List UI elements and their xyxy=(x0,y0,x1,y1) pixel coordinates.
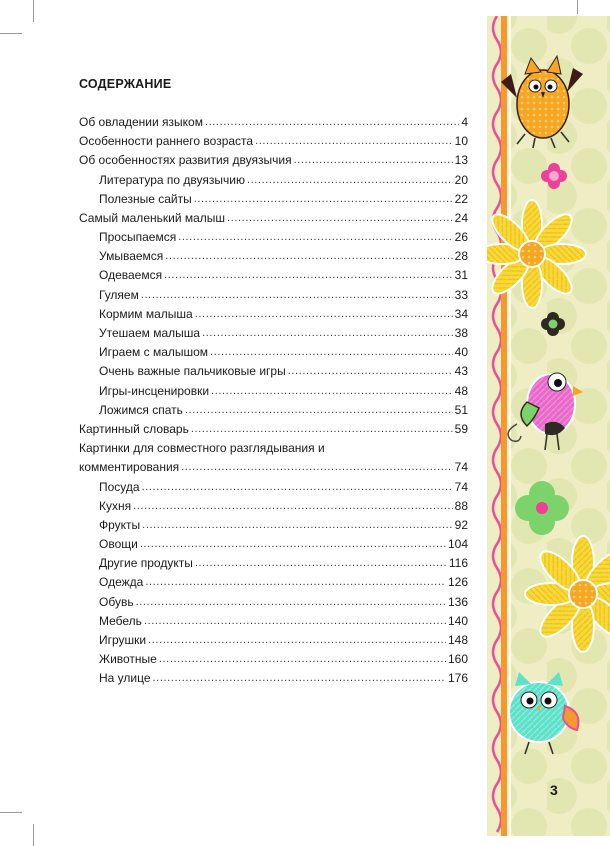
toc-entry xyxy=(79,132,468,151)
toc-leader-dots xyxy=(140,535,446,554)
toc-leader-dots xyxy=(247,171,453,190)
toc-leader-dots xyxy=(191,420,453,439)
toc-leader-dots xyxy=(178,228,452,247)
toc-entry-label: Особенности раннего возраста xyxy=(79,134,254,149)
toc-entry-label: Игры-инсценировки xyxy=(99,383,210,398)
toc-entry xyxy=(79,574,468,593)
toc-entry xyxy=(79,516,468,535)
toc-leader-dots xyxy=(227,209,453,228)
toc-entry xyxy=(79,458,468,477)
toc-leader-dots xyxy=(142,516,452,535)
toc-entry xyxy=(79,401,468,420)
toc-entry-page: 59 xyxy=(454,421,468,436)
toc-entry xyxy=(79,382,468,401)
toc-leader-dots xyxy=(153,669,446,688)
toc-entry-label: Кормим малыша xyxy=(99,306,193,321)
toc-entry-label: Обувь xyxy=(99,594,134,609)
toc-entry-label: Животные xyxy=(99,652,157,667)
toc-entry xyxy=(79,535,468,554)
toc-entry xyxy=(79,669,468,688)
toc-entry-label: Одеваемся xyxy=(99,268,163,283)
toc-entry-label: Самый маленький малыш xyxy=(79,210,226,225)
toc-leader-dots xyxy=(142,478,453,497)
toc-entry-page: 10 xyxy=(454,134,468,149)
toc-entry xyxy=(79,420,468,439)
toc-entry-page: 51 xyxy=(454,402,468,417)
toc-entry-page: 38 xyxy=(454,326,468,341)
toc-entry-label: Картинки для совместного разглядывания и xyxy=(79,441,325,456)
toc-leader-dots xyxy=(255,132,453,151)
toc-entry-label: Посуда xyxy=(99,479,140,494)
toc-entry-page: 116 xyxy=(448,556,468,571)
toc-entry xyxy=(79,362,468,381)
toc-entry xyxy=(79,631,468,650)
toc-entry-label: Об особенностях развития двуязычия xyxy=(79,153,292,168)
toc-entry-page: 74 xyxy=(454,460,468,475)
toc-leader-dots xyxy=(195,554,447,573)
toc-entry xyxy=(79,286,468,305)
toc-entry xyxy=(79,305,468,324)
page-title: СОДЕРЖАНИЕ xyxy=(79,77,172,91)
toc-entry xyxy=(79,247,468,266)
toc-entry-page: 34 xyxy=(454,306,468,321)
toc-entry xyxy=(79,650,468,669)
toc-entry-page: 31 xyxy=(454,268,468,283)
toc-leader-dots xyxy=(159,650,446,669)
toc-entry-label: Мебель xyxy=(99,613,142,628)
toc-entry-page: 104 xyxy=(447,537,468,552)
toc-entry-page: 48 xyxy=(454,383,468,398)
toc-entry xyxy=(79,228,468,247)
toc-entry xyxy=(79,497,468,516)
toc-entry-label: Фрукты xyxy=(99,517,141,532)
toc-entry-page: 40 xyxy=(454,345,468,360)
toc-entry xyxy=(79,478,468,497)
toc-entry-page: 92 xyxy=(454,517,468,532)
toc-entry-page: 88 xyxy=(454,498,468,513)
toc-entry-page: 33 xyxy=(454,287,468,302)
toc-entry-page: 13 xyxy=(454,153,468,168)
toc-entry-label: Овощи xyxy=(99,537,138,552)
toc-entry-page: 4 xyxy=(461,114,468,129)
toc-leader-dots xyxy=(133,497,453,516)
toc-entry-page: 176 xyxy=(447,671,468,686)
toc-leader-dots xyxy=(202,324,453,343)
toc-leader-dots xyxy=(148,631,446,650)
toc-leader-dots xyxy=(288,362,453,381)
flower-icon xyxy=(487,200,586,308)
toc-entry xyxy=(79,612,468,631)
crop-mark xyxy=(33,0,34,22)
toc-leader-dots xyxy=(185,401,453,420)
toc-leader-dots xyxy=(136,593,446,612)
crop-mark xyxy=(0,33,22,34)
toc-entry xyxy=(79,554,468,573)
toc-entry-label: Игрушки xyxy=(99,633,147,648)
toc-entry xyxy=(79,190,468,209)
toc-leader-dots xyxy=(164,266,453,285)
toc-leader-dots xyxy=(145,573,446,592)
toc-entry-label: Очень важные пальчиковые игры xyxy=(99,364,286,379)
toc-entry-label: комментирования xyxy=(79,460,180,475)
toc-entry-label: Просыпаемся xyxy=(99,230,177,245)
toc-entry xyxy=(79,593,468,612)
toc-entry-page: 28 xyxy=(454,249,468,264)
toc-leader-dots xyxy=(144,612,446,631)
toc-entry-label: На улице xyxy=(99,671,151,686)
toc-entry xyxy=(79,324,468,343)
toc-entry-page: 24 xyxy=(454,210,468,225)
toc-entry-page: 160 xyxy=(447,652,468,667)
toc-entry-page: 140 xyxy=(447,613,468,628)
toc-entry-label: Другие продукты xyxy=(99,556,193,571)
toc-entry-page: 74 xyxy=(454,479,468,494)
toc-entry-label: Гуляем xyxy=(99,287,139,302)
toc-entry-label: Литература по двуязычию xyxy=(99,172,245,187)
toc-leader-dots xyxy=(194,190,453,209)
toc-entry xyxy=(79,209,468,228)
toc-entry-label: Ложимся спать xyxy=(99,402,183,417)
toc-entry-label: Утешаем малыша xyxy=(99,326,201,341)
toc-leader-dots xyxy=(165,247,452,266)
toc-entry-label: Кухня xyxy=(99,498,132,513)
toc-entry xyxy=(79,171,468,190)
table-of-contents xyxy=(79,113,468,689)
toc-entry xyxy=(79,267,468,286)
toc-entry xyxy=(79,151,468,170)
toc-entry-label: Играем с малышом xyxy=(99,345,209,360)
toc-entry-page: 20 xyxy=(454,172,468,187)
toc-entry xyxy=(79,343,468,362)
crop-mark xyxy=(0,812,22,813)
crop-mark xyxy=(577,0,578,14)
toc-entry-label: Картинный словарь xyxy=(79,421,189,436)
toc-entry-page: 43 xyxy=(454,364,468,379)
crop-mark xyxy=(33,824,34,846)
toc-leader-dots xyxy=(181,458,452,477)
toc-entry-label: Умываемся xyxy=(99,249,164,264)
toc-entry-label: Полезные сайты xyxy=(99,191,192,206)
toc-leader-dots xyxy=(294,151,453,170)
toc-entry-label: Одежда xyxy=(99,575,144,590)
toc-entry-page: 148 xyxy=(447,633,468,648)
toc-leader-dots xyxy=(210,343,453,362)
page-number: 3 xyxy=(550,782,558,798)
toc-entry xyxy=(79,113,468,132)
toc-entry-page: 126 xyxy=(447,575,468,590)
decorative-band xyxy=(487,16,610,836)
toc-entry-page: 136 xyxy=(447,594,468,609)
toc-entry-label: Об овладении языком xyxy=(79,114,203,129)
toc-entry-page: 22 xyxy=(454,191,468,206)
toc-leader-dots xyxy=(205,113,459,132)
toc-leader-dots xyxy=(141,286,453,305)
toc-entry-page: 26 xyxy=(454,230,468,245)
toc-leader-dots xyxy=(211,382,453,401)
toc-leader-dots xyxy=(195,305,453,324)
toc-entry xyxy=(79,439,468,458)
